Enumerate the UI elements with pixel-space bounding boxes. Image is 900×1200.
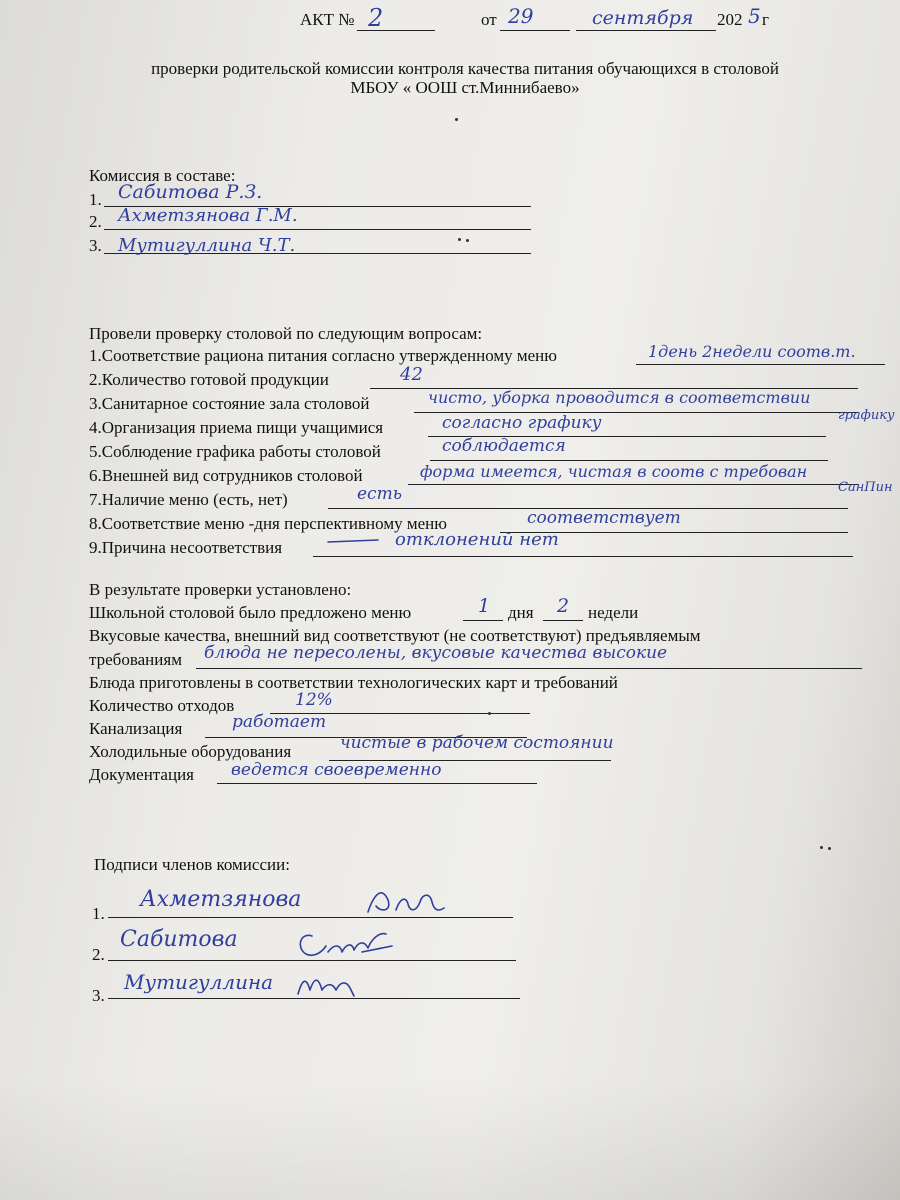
check-item-7-answer: есть xyxy=(357,484,402,504)
commission-member-2: Ахметзянова Г.М. xyxy=(118,205,298,226)
check-item-6-answer: форма имеется, чистая в соотв с требован xyxy=(420,462,808,481)
check-item-4-label: 4.Организация приема пищи учащимися xyxy=(89,418,384,437)
result-menu-week-line xyxy=(543,620,583,621)
result-menu-prefix: Школьной столовой было предложено меню xyxy=(89,603,412,622)
signatures-label: Подписи членов комиссии: xyxy=(94,855,290,874)
commission-member-1: Сабитова Р.З. xyxy=(118,181,263,203)
result-taste-line xyxy=(196,668,862,669)
check-item-5-label: 5.Соблюдение графика работы столовой xyxy=(89,442,381,461)
act-number: 2 xyxy=(368,4,384,32)
check-item-8-label: 8.Соответствие меню -дня перспективному меню xyxy=(89,514,447,533)
result-field-4-line xyxy=(217,783,537,784)
signature-mark-2 xyxy=(292,922,402,966)
commission-member-3: Мутигуллина Ч.Т. xyxy=(118,235,296,256)
check-item-8-answer: соответствует xyxy=(527,508,681,528)
speck xyxy=(828,847,831,850)
result-field-1-label: Количество отходов xyxy=(89,696,235,715)
signature-mark-1 xyxy=(360,882,460,922)
act-label: АКТ № xyxy=(300,10,355,29)
signature-mark-3 xyxy=(292,966,372,1002)
result-field-3-answer: чистые в рабочем состоянии xyxy=(340,733,614,753)
year-suffix: г xyxy=(762,10,769,29)
result-field-3-label: Холодильные оборудования xyxy=(89,742,292,761)
result-menu-day-label: дня xyxy=(508,603,534,622)
result-taste-answer: блюда не пересолены, вкусовые качества высокие xyxy=(204,643,668,663)
signature-name-1: Ахметзянова xyxy=(140,887,302,912)
speck xyxy=(820,846,823,849)
speck xyxy=(455,118,458,121)
check-item-6-label: 6.Внешней вид сотрудников столовой xyxy=(89,466,363,485)
signature-name-2: Сабитова xyxy=(120,927,238,952)
check-item-3-label: 3.Санитарное состояние зала столовой xyxy=(89,394,370,413)
check-item-1-line xyxy=(636,364,885,365)
commission-line-2 xyxy=(104,229,531,230)
check-item-9-answer: отклонений нет xyxy=(395,529,559,550)
result-field-2-label: Канализация xyxy=(89,719,183,738)
commission-num-3: 3. xyxy=(89,236,102,255)
result-field-1-answer: 12% xyxy=(295,690,333,710)
page-shadow xyxy=(0,1080,900,1200)
check-item-3-answer-cont: графику xyxy=(838,408,895,423)
result-intro: В результате проверки установлено: xyxy=(89,580,352,599)
check-item-5-answer: соблюдается xyxy=(442,436,566,456)
doc-title-line2: МБОУ « ООШ ст.Миннибаево» xyxy=(350,78,580,97)
check-item-6-answer-cont: СанПин xyxy=(838,480,893,495)
result-menu-week-label: недели xyxy=(588,603,639,622)
check-item-2-label: 2.Количество готовой продукции xyxy=(89,370,329,389)
result-field-4-answer: ведется своевременно xyxy=(231,760,442,780)
speck xyxy=(458,238,461,241)
check-item-1-label: 1.Соответствие рациона питания согласно утвержденному меню xyxy=(89,346,557,365)
from-label: от xyxy=(481,10,497,29)
result-taste-line1: Вкусовые качества, внешний вид соответствуют (не соответствуют) предъявляемым xyxy=(89,626,701,645)
year-digit: 5 xyxy=(748,4,761,28)
act-month: сентября xyxy=(592,7,694,29)
day-line xyxy=(500,30,570,31)
year-prefix: 202 xyxy=(717,10,743,29)
result-menu-day-value: 1 xyxy=(478,595,491,617)
result-taste-label: требованиям xyxy=(89,650,182,669)
check-item-7-label: 7.Наличие меню (есть, нет) xyxy=(89,490,288,509)
signature-num-1: 1. xyxy=(92,904,105,923)
result-field-4-label: Документация xyxy=(89,765,194,784)
act-day: 29 xyxy=(508,4,534,28)
check-item-9-label: 9.Причина несоответствия xyxy=(89,538,283,557)
commission-label: Комиссия в составе: xyxy=(89,166,236,185)
check-item-1-answer: 1день 2недели соотв.т. xyxy=(648,342,856,361)
check-intro: Провели проверку столовой по следующим вопросам: xyxy=(89,324,483,343)
result-field-2-answer: работает xyxy=(232,712,327,732)
commission-num-1: 1. xyxy=(89,190,102,209)
check-item-4-answer: согласно графику xyxy=(442,413,602,433)
result-tech-line: Блюда приготовлены в соответствии технологических карт и требований xyxy=(89,673,618,692)
check-item-2-answer: 42 xyxy=(400,364,423,385)
check-item-3-answer: чисто, уборка проводится в соответствии xyxy=(428,388,811,407)
signature-num-2: 2. xyxy=(92,945,105,964)
result-menu-day-line xyxy=(463,620,503,621)
commission-num-2: 2. xyxy=(89,212,102,231)
check-item-5-line xyxy=(430,460,828,461)
signature-num-3: 3. xyxy=(92,986,105,1005)
month-line xyxy=(576,30,716,31)
check-item-6-line xyxy=(408,484,858,485)
speck xyxy=(488,712,491,715)
signature-name-3: Мутигуллина xyxy=(124,970,274,994)
doc-title-line1: проверки родительской комиссии контроля качества питания обучающихся в столовой xyxy=(151,59,779,78)
result-menu-week-value: 2 xyxy=(557,595,570,617)
speck xyxy=(466,239,469,242)
